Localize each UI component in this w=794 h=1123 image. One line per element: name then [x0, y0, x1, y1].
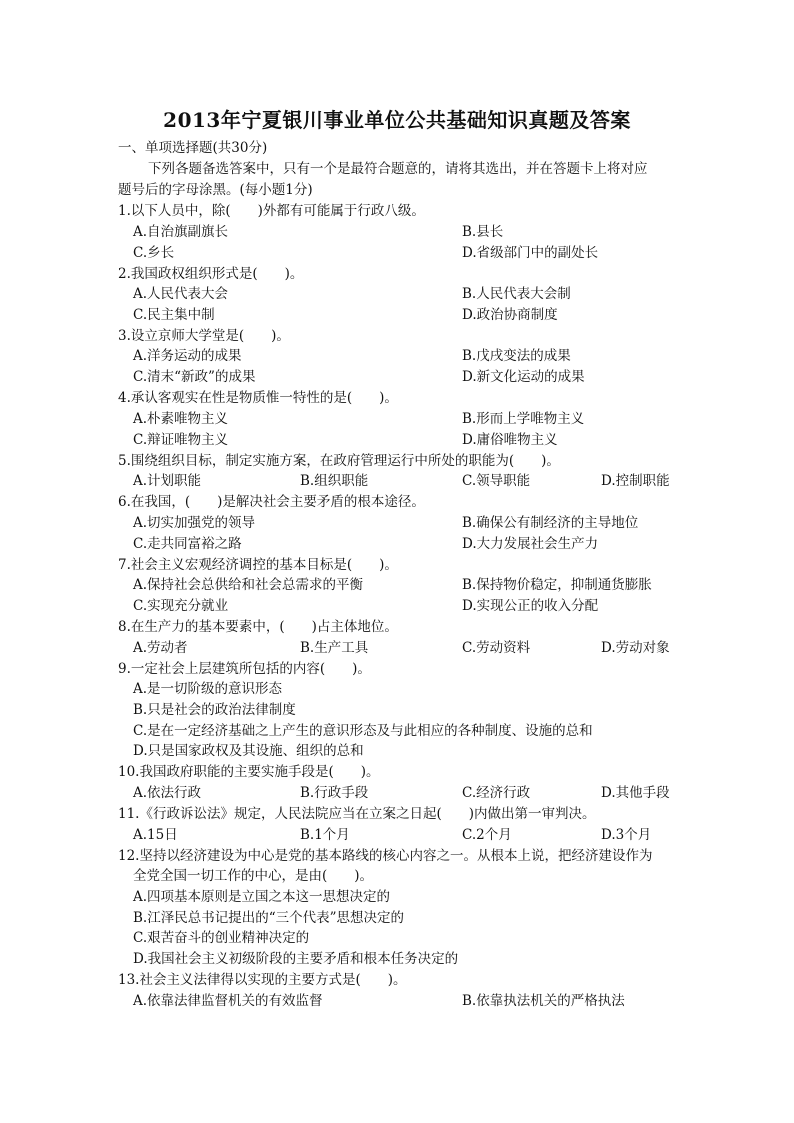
option-a: A.是一切阶级的意识形态	[133, 681, 283, 697]
option-b: B.县长	[462, 224, 504, 240]
instructions-line-2: 题号后的字母涂黑。(每小题1分)	[118, 182, 313, 198]
option-a: A.劳动者	[133, 640, 188, 656]
option-b: B.保持物价稳定，抑制通货膨胀	[462, 577, 652, 593]
question-stem: 12.坚持以经济建设为中心是党的基本路线的核心内容之一。从根本上说，把经济建设作为	[118, 848, 653, 864]
option-c: C.辩证唯物主义	[133, 432, 229, 448]
option-c: C.经济行政	[462, 785, 531, 801]
option-d: D.新文化运动的成果	[462, 369, 585, 385]
option-a: A.依法行政	[133, 785, 202, 801]
question-stem: 6.在我国，( )是解决社会主要矛盾的根本途径。	[118, 494, 425, 510]
option-b: B.行政手段	[300, 785, 369, 801]
question-stem: 2.我国政权组织形式是( )。	[118, 266, 304, 282]
question-stem: 13.社会主义法律得以实现的主要方式是( )。	[118, 972, 407, 988]
option-c: C.实现充分就业	[133, 598, 229, 614]
option-d: D.我国社会主义初级阶段的主要矛盾和根本任务决定的	[133, 951, 459, 967]
question-stem: 11.《行政诉讼法》规定，人民法院应当在立案之日起( )内做出第一审判决。	[118, 806, 596, 822]
option-d: D.政治协商制度	[462, 307, 558, 323]
question-stem-continued: 全党全国一切工作的中心，是由( )。	[133, 868, 374, 884]
option-d: D.控制职能	[601, 473, 670, 489]
option-c: C.2个月	[462, 827, 512, 843]
option-d: D.庸俗唯物主义	[462, 432, 558, 448]
question-stem: 3.设立京师大学堂是( )。	[118, 328, 290, 344]
instructions-line-1: 下列各题备选答案中，只有一个是最符合题意的，请将其选出，并在答题卡上将对应	[148, 161, 648, 177]
question-stem: 10.我国政府职能的主要实施手段是( )。	[118, 764, 380, 780]
option-c: C.走共同富裕之路	[133, 536, 242, 552]
document-title: 2013年宁夏银川事业单位公共基础知识真题及答案	[163, 108, 631, 132]
option-d: D.其他手段	[601, 785, 670, 801]
option-b: B.只是社会的政治法律制度	[133, 702, 296, 718]
option-b: B.1个月	[300, 827, 350, 843]
option-c: C.艰苦奋斗的创业精神决定的	[133, 930, 310, 946]
option-c: C.清末“新政”的成果	[133, 369, 256, 385]
question-stem: 1.以下人员中，除( )外都有可能属于行政八级。	[118, 203, 425, 219]
option-a: A.依靠法律监督机关的有效监督	[133, 993, 323, 1009]
question-stem: 4.承认客观实在性是物质惟一特性的是( )。	[118, 390, 398, 406]
option-c: C.是在一定经济基础之上产生的意识形态及与此相应的各种制度、设施的总和	[133, 723, 593, 739]
option-b: B.依靠执法机关的严格执法	[462, 993, 625, 1009]
option-c: C.领导职能	[462, 473, 531, 489]
option-b: B.戊戌变法的成果	[462, 348, 571, 364]
option-a: A.人民代表大会	[133, 286, 229, 302]
option-d: D.3个月	[601, 827, 652, 843]
option-d: D.大力发展社会生产力	[462, 536, 599, 552]
option-d: D.劳动对象	[601, 640, 670, 656]
option-a: A.朴素唯物主义	[133, 411, 229, 427]
option-b: B.组织职能	[300, 473, 369, 489]
section-heading: 一、单项选择题(共30分)	[118, 140, 268, 156]
option-a: A.15日	[133, 827, 178, 843]
option-a: A.自治旗副旗长	[133, 224, 229, 240]
option-d: D.只是国家政权及其设施、组织的总和	[133, 743, 364, 759]
option-a: A.四项基本原则是立国之本这一思想决定的	[133, 889, 391, 905]
option-c: C.民主集中制	[133, 307, 215, 323]
question-stem: 9.一定社会上层建筑所包括的内容( )。	[118, 661, 371, 677]
option-b: B.形而上学唯物主义	[462, 411, 585, 427]
option-d: D.省级部门中的副处长	[462, 245, 599, 261]
option-d: D.实现公正的收入分配	[462, 598, 599, 614]
option-b: B.江泽民总书记提出的“三个代表”思想决定的	[133, 910, 405, 926]
question-stem: 5.围绕组织目标，制定实施方案，在政府管理运行中所处的职能为( )。	[118, 453, 560, 469]
question-stem: 7.社会主义宏观经济调控的基本目标是( )。	[118, 557, 398, 573]
option-b: B.生产工具	[300, 640, 369, 656]
option-c: C.乡长	[133, 245, 175, 261]
option-c: C.劳动资料	[462, 640, 531, 656]
option-a: A.保持社会总供给和社会总需求的平衡	[133, 577, 364, 593]
option-b: B.人民代表大会制	[462, 286, 571, 302]
option-a: A.切实加强党的领导	[133, 515, 256, 531]
option-a: A.洋务运动的成果	[133, 348, 242, 364]
question-stem: 8.在生产力的基本要素中，( )占主体地位。	[118, 619, 398, 635]
option-a: A.计划职能	[133, 473, 202, 489]
option-b: B.确保公有制经济的主导地位	[462, 515, 639, 531]
